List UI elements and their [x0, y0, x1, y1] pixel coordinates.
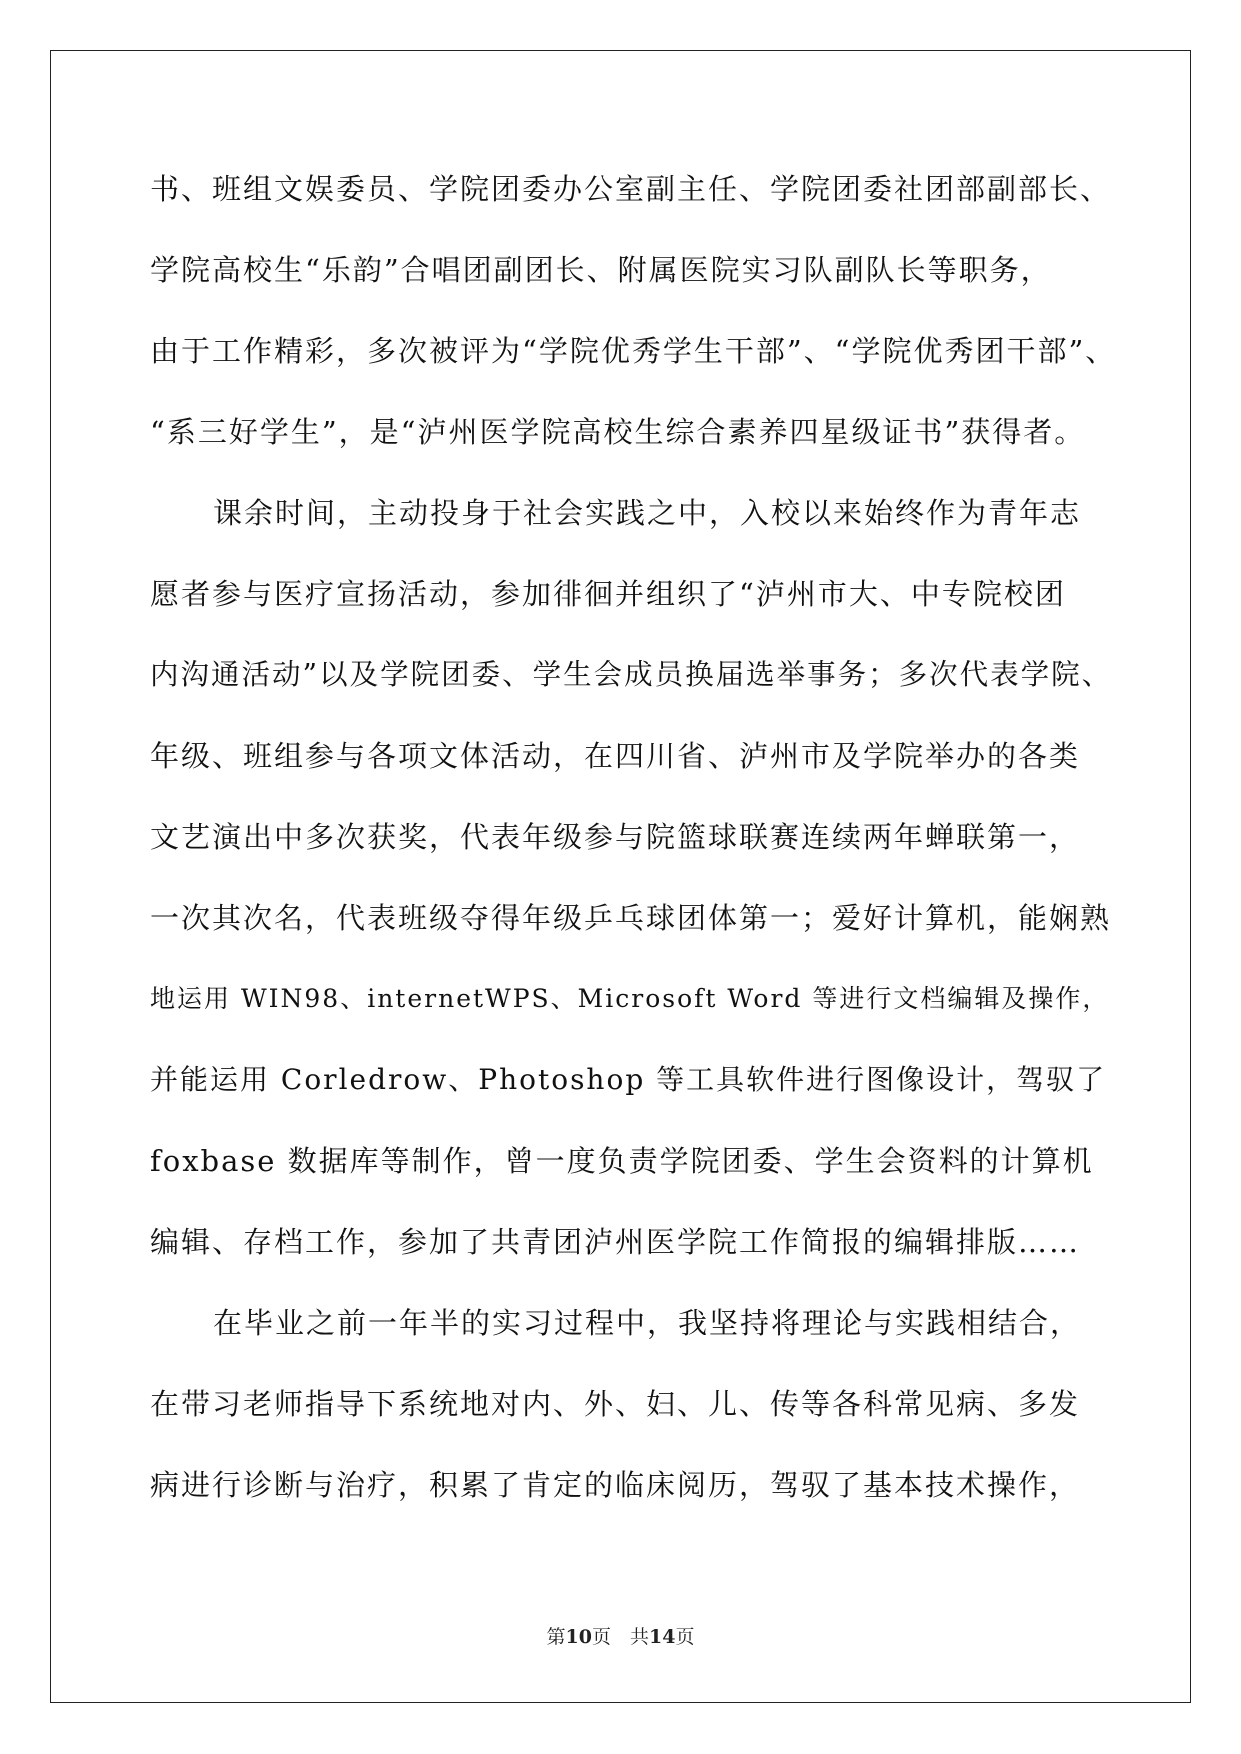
text-line: 年级、班组参与各项文体活动，在四川省、泸州市及学院举办的各类 — [150, 739, 1081, 773]
text-line: 课余时间，主动投身于社会实践之中，入校以来始终作为青年志 — [213, 496, 1082, 530]
text-line: 愿者参与医疗宣扬活动，参加徘徊并组织了“泸州市大、中专院校团 — [150, 577, 1066, 611]
current-page-number: 10 — [565, 1626, 592, 1648]
footer-prefix: 第 — [546, 1626, 566, 1648]
text-line: 病进行诊断与治疗，积累了肯定的临床阅历，驾驭了基本技术操作， — [150, 1468, 1081, 1502]
text-line: 在带习老师指导下系统地对内、外、妇、儿、传等各科常见病、多发 — [150, 1387, 1081, 1421]
text-line: foxbase 数据库等制作，曾一度负责学院团委、学生会资料的计算机 — [150, 1144, 1094, 1178]
text-line: “系三好学生”，是“泸州医学院高校生综合素养四星级证书”获得者。 — [150, 415, 1086, 449]
text-line: 编辑、存档工作，参加了共青团泸州医学院工作简报的编辑排版…… — [150, 1225, 1081, 1259]
page-footer — [0, 1622, 1241, 1649]
text-line: 并能运用 Corledrow、Photoshop 等工具软件进行图像设计，驾驭了 — [150, 1063, 1107, 1096]
text-line: 由于工作精彩，多次被评为“学院优秀学生干部”、“学院优秀团干部”、 — [150, 334, 1117, 368]
text-line: 文艺演出中多次获奖，代表年级参与院篮球联赛连续两年蝉联第一， — [150, 820, 1081, 854]
document-body — [150, 164, 1120, 1541]
text-line: 地运用 WIN98、internetWPS、Microsoft Word 等进行文档编辑及操作， — [150, 984, 1110, 1013]
text-line: 一次其次名，代表班级夺得年级乒乓球团体第一；爱好计算机，能娴熟 — [150, 901, 1112, 935]
footer-middle: 页 共 — [591, 1626, 649, 1648]
footer-suffix: 页 — [675, 1626, 695, 1648]
text-line: 书、班组文娱委员、学院团委办公室副主任、学院团委社团部副部长、 — [150, 172, 1112, 206]
text-line: 内沟通活动”以及学院团委、学生会成员换届选举事务；多次代表学院、 — [150, 658, 1113, 691]
text-line: 学院高校生“乐韵”合唱团副团长、附属医院实习队副队长等职务， — [150, 253, 1052, 287]
total-page-count: 14 — [649, 1626, 676, 1648]
text-line: 在毕业之前一年半的实习过程中，我坚持将理论与实践相结合， — [213, 1306, 1082, 1340]
